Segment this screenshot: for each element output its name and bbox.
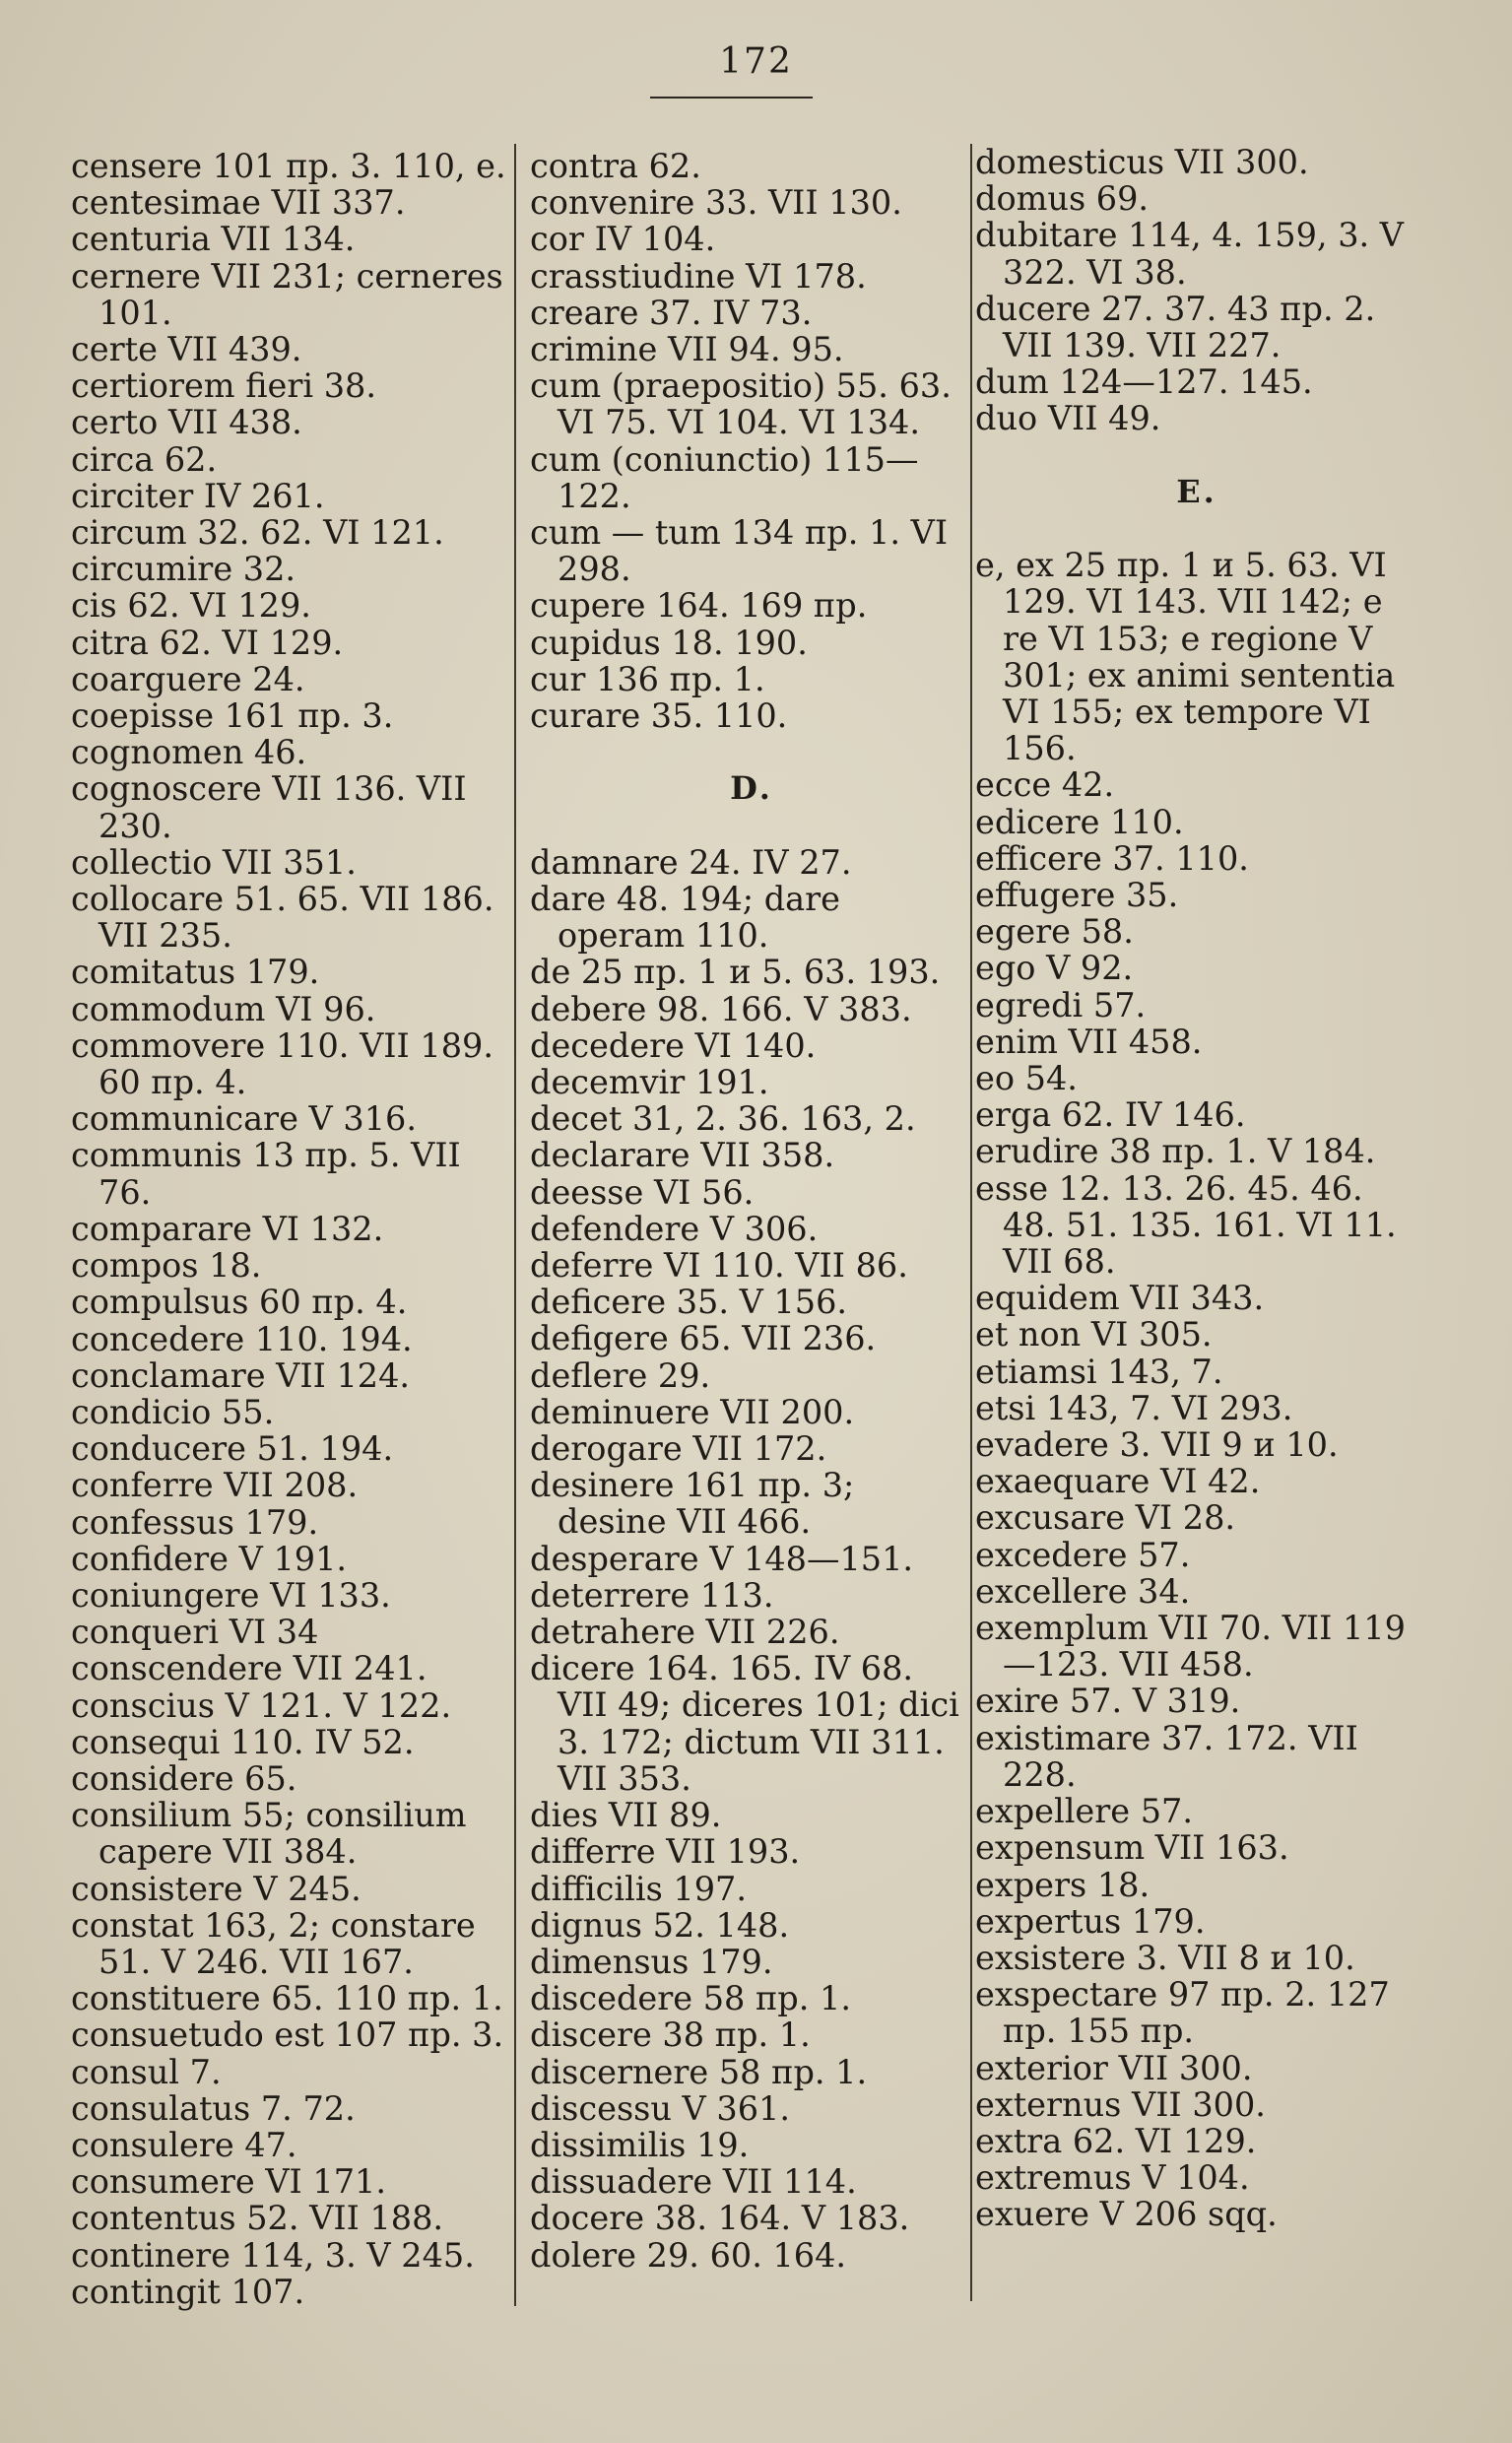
index-entry: constituere 65. 110 пр. 1. (71, 1979, 503, 2018)
index-entry: collocare 51. 65. VII 186. VII 235. (71, 880, 494, 956)
index-entry: erudire 38 пр. 1. V 184. (975, 1132, 1376, 1171)
index-entry: extremus V 104. (975, 2158, 1250, 2198)
index-entry: ducere 27. 37. 43 пр. 2. VII 139. VII 227. (975, 289, 1376, 365)
index-entry: contentus 52. VII 188. (71, 2199, 444, 2238)
index-entry: debere 98. 166. V 383. (530, 989, 912, 1028)
index-entry: certiorem fieri 38. (71, 366, 377, 406)
index-entry: e, ex 25 пр. 1 и 5. 63. VI 129. VI 143. VII 142; e re VI 153; e regione V 301; ex animi sententia VI 155; ex tempore VI 156. (975, 546, 1396, 768)
index-entry: conclamare VII 124. (71, 1355, 411, 1395)
index-entry: dies VII 89. (530, 1796, 722, 1835)
index-entry: defendere V 306. (530, 1209, 819, 1248)
index-entry: cernere VII 231; cerneres 101. (71, 256, 503, 332)
index-entry: dissuadere VII 114. (530, 2162, 857, 2202)
index-entry: deterrere 113. (530, 1575, 774, 1615)
index-column-3 (975, 144, 1418, 2233)
index-entry: dolere 29. 60. 164. (530, 2235, 847, 2275)
index-entry: excellere 34. (975, 1571, 1191, 1611)
index-entry: citra 62. VI 129. (71, 623, 344, 662)
index-entry: crimine VII 94. 95. (530, 330, 844, 369)
index-entry: circa 62. (71, 439, 218, 479)
index-entry: circumire 32. (71, 550, 296, 589)
index-entry: considere 65. (71, 1758, 297, 1798)
index-entry: centuria VII 134. (71, 220, 356, 259)
index-entry: conqueri VI 34 (71, 1613, 319, 1652)
index-entry: conscendere VII 241. (71, 1649, 427, 1688)
index-entry: effugere 35. (975, 876, 1179, 915)
index-entry: dum 124—127. 145. (975, 363, 1313, 402)
index-column-1 (71, 148, 514, 2310)
index-entry: comitatus 179. (71, 953, 320, 992)
index-entry: conducere 51. 194. (71, 1429, 394, 1469)
index-entry: ego V 92. (975, 949, 1134, 988)
index-entry: communicare V 316. (71, 1099, 417, 1139)
column-divider-left (514, 144, 516, 2306)
index-entry: et non VI 305. (975, 1315, 1213, 1354)
index-entry: consumere VI 171. (71, 2162, 387, 2202)
index-entry: crasstiudine VI 178. (530, 256, 867, 296)
index-entry: dissimilis 19. (530, 2125, 750, 2164)
index-entry: docere 38. 164. V 183. (530, 2199, 910, 2238)
index-entry: circiter IV 261. (71, 476, 325, 515)
index-entry: etsi 143, 7. VI 293. (975, 1388, 1293, 1427)
index-entry: differre VII 193. (530, 1832, 801, 1872)
index-entry: equidem VII 343. (975, 1279, 1265, 1318)
index-entry: expensum VII 163. (975, 1828, 1289, 1868)
index-entry: edicere 110. (975, 802, 1184, 841)
index-entry: deferre VI 110. VII 86. (530, 1246, 908, 1286)
index-column-2 (530, 148, 973, 2274)
index-entry: discernere 58 пр. 1. (530, 2052, 868, 2091)
index-entry: dubitare 114, 4. 159, 3. V 322. VI 38. (975, 216, 1404, 292)
index-entry: constat 163, 2; constare 51. V 246. VII 167. (71, 1905, 476, 1981)
index-entry: deminuere VII 200. (530, 1392, 855, 1431)
index-entry: detrahere VII 226. (530, 1613, 840, 1652)
index-entry: dicere 164. 165. IV 68. VII 49; diceres 101; dici 3. 172; dictum VII 311. VII 353. (530, 1649, 959, 1798)
index-entry: circum 32. 62. VI 121. (71, 513, 444, 553)
index-entry: exire 57. V 319. (975, 1682, 1241, 1721)
index-entry: exspectare 97 пр. 2. 127 пр. 155 пр. (975, 1975, 1390, 2051)
index-entry: defigere 65. VII 236. (530, 1319, 877, 1358)
index-entry: egredi 57. (975, 985, 1147, 1024)
index-entry: etiamsi 143, 7. (975, 1352, 1223, 1391)
index-entry: certo VII 438. (71, 403, 302, 442)
index-entry: cis 62. VI 129. (71, 586, 311, 626)
index-entry: commodum VI 96. (71, 989, 376, 1028)
index-entry: expertus 179. (975, 1901, 1206, 1941)
header-rule (650, 97, 813, 99)
index-entry: evadere 3. VII 9 и 10. (975, 1425, 1339, 1465)
index-entry: confessus 179. (71, 1502, 319, 1542)
index-entry: deflere 29. (530, 1355, 711, 1395)
index-entry: creare 37. IV 73. (530, 293, 813, 332)
index-entry: dare 48. 194; dare operam 110. (530, 880, 840, 956)
index-entry: excedere 57. (975, 1535, 1191, 1574)
index-entry: exaequare VI 42. (975, 1462, 1261, 1501)
index-entry: damnare 24. IV 27. (530, 842, 852, 882)
index-entry: deficere 35. V 156. (530, 1283, 848, 1322)
index-entry: declarare VII 358. (530, 1136, 835, 1175)
index-entry: expellere 57. (975, 1792, 1194, 1831)
index-entry: collectio VII 351. (71, 842, 357, 882)
index-entry: eo 54. (975, 1059, 1078, 1098)
index-entry: derogare VII 172. (530, 1429, 827, 1469)
index-entry: deesse VI 56. (530, 1172, 755, 1212)
index-entry: domus 69. (975, 179, 1150, 219)
index-entry: enim VII 458. (975, 1022, 1203, 1061)
index-entry: exsistere 3. VII 8 и 10. (975, 1938, 1355, 1977)
index-entry: curare 35. 110. (530, 696, 788, 736)
index-entry: consistere V 245. (71, 1869, 362, 1908)
index-entry: existimare 37. 172. VII 228. (975, 1718, 1358, 1794)
index-entry: ecce 42. (975, 765, 1115, 805)
index-entry: comparare VI 132. (71, 1209, 384, 1248)
index-entry: erga 62. IV 146. (975, 1095, 1246, 1135)
index-entry: desinere 161 пр. 3; desine VII 466. (530, 1466, 855, 1542)
index-entry: exterior VII 300. (975, 2048, 1253, 2087)
index-entry: certe VII 439. (71, 330, 302, 369)
index-entry: contingit 107. (71, 2272, 305, 2311)
index-entry: contra 62. (530, 147, 701, 185)
index-entry: cupere 164. 169 пр. (530, 586, 868, 626)
index-entry: decemvir 191. (530, 1063, 769, 1102)
index-entry: dignus 52. 148. (530, 1905, 790, 1945)
index-entry: cum (coniunctio) 115—122. (530, 439, 919, 515)
index-entry: consequi 110. IV 52. (71, 1722, 415, 1761)
index-entry: censere 101 пр. 3. 110, e. (71, 147, 506, 185)
index-entry: cum (praepositio) 55. 63. VI 75. VI 104. VI 134. (530, 366, 952, 442)
index-entry: centesimae VII 337. (71, 183, 406, 223)
index-entry: conscius V 121. V 122. (71, 1685, 452, 1725)
index-entry: commovere 110. VII 189. 60 пр. 4. (71, 1025, 494, 1102)
index-entry: compos 18. (71, 1246, 262, 1286)
index-entry: consilium 55; consilium capere VII 384. (71, 1796, 467, 1872)
index-entry: consul 7. (71, 2052, 222, 2091)
index-entry: egere 58. (975, 912, 1134, 952)
index-entry: condicio 55. (71, 1392, 275, 1431)
index-entry: discere 38 пр. 1. (530, 2015, 811, 2055)
index-entry: cupidus 18. 190. (530, 623, 808, 662)
index-entry: consuetudo est 107 пр. 3. (71, 2015, 504, 2055)
index-entry: exemplum VII 70. VII 119—123. VII 458. (975, 1609, 1406, 1684)
index-entry: dimensus 179. (530, 1942, 773, 1981)
index-entry: conferre VII 208. (71, 1466, 359, 1505)
index-entry: expers 18. (975, 1865, 1150, 1904)
index-entry: continere 114, 3. V 245. (71, 2235, 475, 2275)
index-entry: extra 62. VI 129. (975, 2121, 1257, 2160)
index-entry: cognomen 46. (71, 733, 307, 772)
index-entry: consulatus 7. 72. (71, 2088, 356, 2128)
page-number: 172 (719, 41, 793, 82)
index-entry: discedere 58 пр. 1. (530, 1979, 852, 2018)
index-entry: consulere 47. (71, 2125, 297, 2164)
index-entry: compulsus 60 пр. 4. (71, 1283, 408, 1322)
index-entry: cor IV 104. (530, 220, 716, 259)
index-entry: domesticus VII 300. (975, 143, 1309, 181)
index-entry: convenire 33. VII 130. (530, 183, 902, 223)
index-entry: concedere 110. 194. (71, 1319, 413, 1358)
index-entry: cognoscere VII 136. VII 230. (71, 769, 467, 845)
index-entry: cur 136 пр. 1. (530, 659, 765, 698)
index-entry: esse 12. 13. 26. 45. 46. 48. 51. 135. 161. VI 11. VII 68. (975, 1168, 1397, 1282)
index-entry: coarguere 24. (71, 659, 305, 698)
letter-heading: D. (730, 769, 773, 808)
index-entry: efficere 37. 110. (975, 838, 1249, 878)
index-entry: communis 13 пр. 5. VII 76. (71, 1136, 461, 1212)
index-entry: difficilis 197. (530, 1869, 748, 1908)
index-entry: cum — tum 134 пр. 1. VI 298. (530, 513, 949, 589)
index-entry: decet 31, 2. 36. 163, 2. (530, 1099, 916, 1139)
index-entry: coniungere VI 133. (71, 1575, 391, 1615)
index-entry: coepisse 161 пр. 3. (71, 696, 394, 736)
index-entry: decedere VI 140. (530, 1025, 817, 1065)
index-entry: duo VII 49. (975, 399, 1161, 438)
index-entry: desperare V 148—151. (530, 1539, 914, 1578)
index-entry: excusare VI 28. (975, 1498, 1236, 1538)
index-entry: externus VII 300. (975, 2084, 1266, 2124)
index-entry: discessu V 361. (530, 2088, 790, 2128)
index-entry: exuere V 206 sqq. (975, 2195, 1278, 2234)
letter-heading: E. (1176, 472, 1217, 510)
index-entry: confidere V 191. (71, 1539, 348, 1578)
index-entry: de 25 пр. 1 и 5. 63. 193. (530, 953, 941, 992)
